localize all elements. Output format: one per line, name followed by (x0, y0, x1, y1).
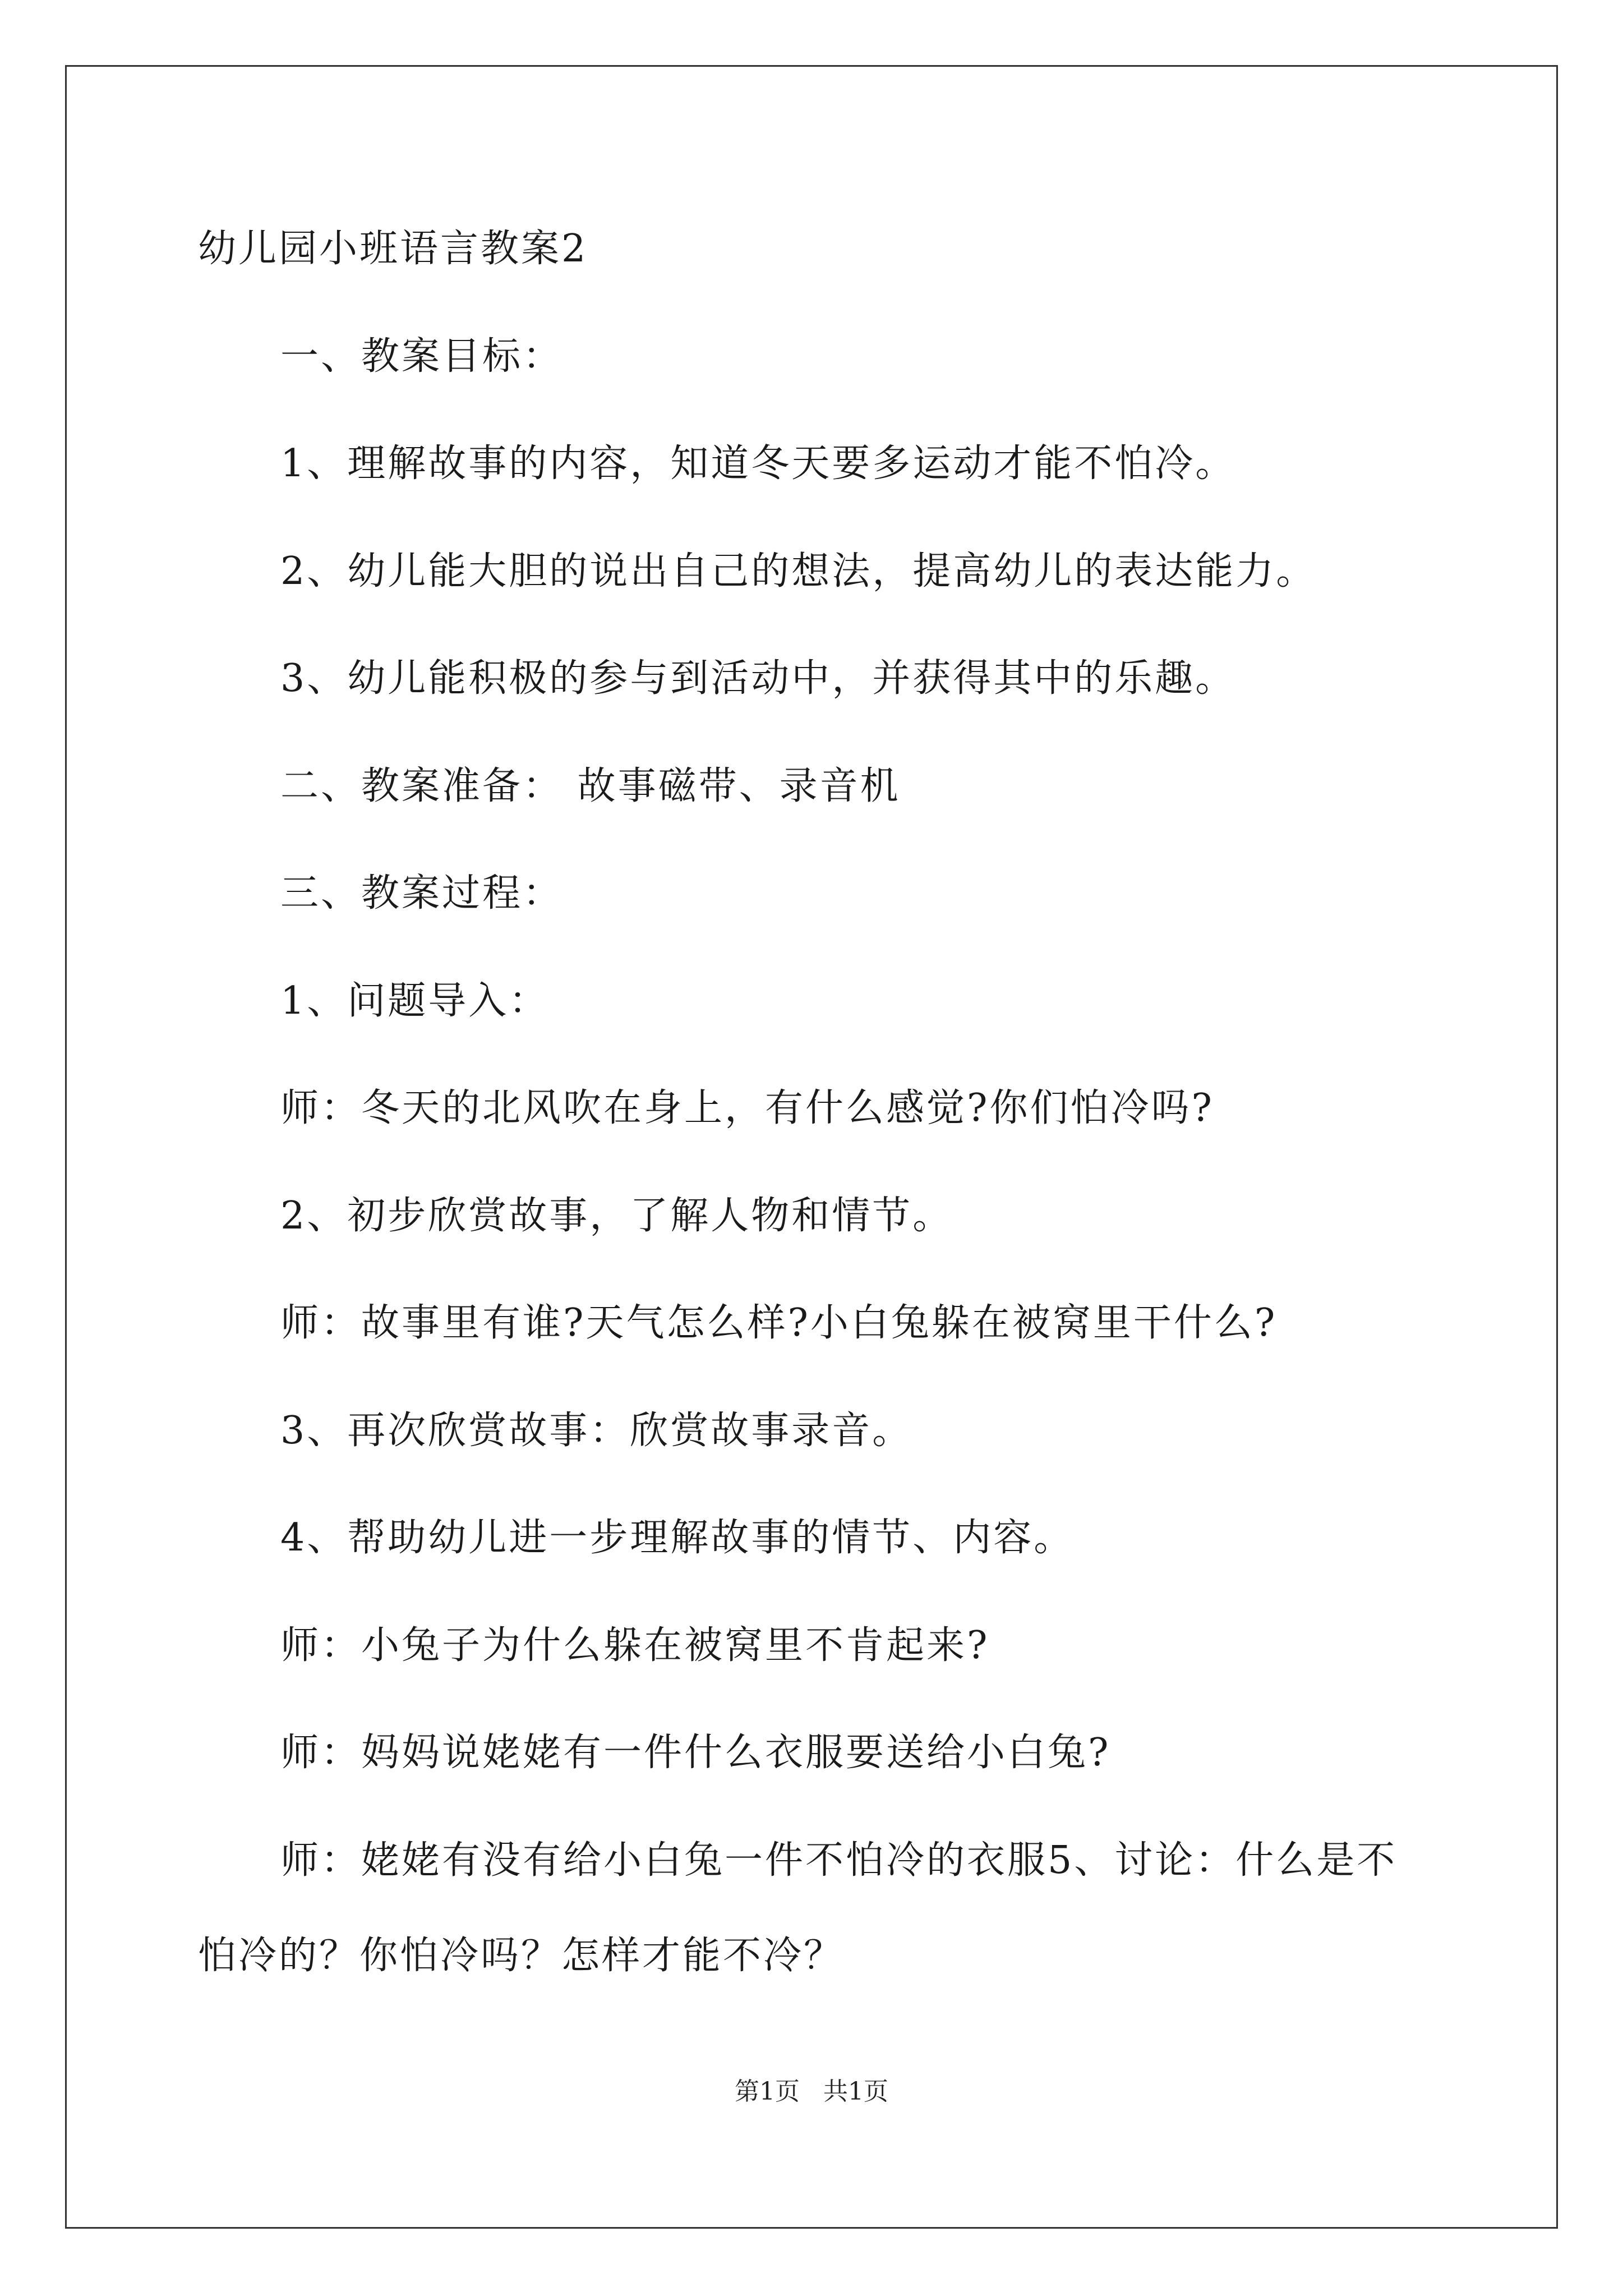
paragraph-teacher-q4: 师：妈妈说姥姥有一件什么衣服要送给小白兔? (280, 1731, 1111, 1775)
page-border (65, 65, 1558, 2229)
paragraph-teacher-q5: 师：姥姥有没有给小白兔一件不怕冷的衣服5、讨论：什么是不 (280, 1838, 1398, 1883)
paragraph-goal-1: 1、理解故事的内容，知道冬天要多运动才能不怕冷。 (280, 441, 1236, 486)
document-title: 幼儿园小班语言教案2 (198, 227, 588, 271)
paragraph-goal-2: 2、幼儿能大胆的说出自己的想法，提高幼儿的表达能力。 (280, 549, 1317, 593)
paragraph-step-4: 4、帮助幼儿进一步理解故事的情节、内容。 (280, 1516, 1075, 1560)
paragraph-teacher-q3: 师：小兔子为什么躲在被窝里不肯起来? (280, 1623, 990, 1668)
paragraph-step-1: 1、问题导入： (280, 979, 550, 1023)
paragraph-teacher-q5-continued: 怕冷的？你怕冷吗？怎样才能不冷？ (198, 1934, 845, 1978)
paragraph-step-3: 3、再次欣赏故事：欣赏故事录音。 (280, 1409, 913, 1453)
page-footer: 第1页 共1页 (735, 2077, 888, 2106)
paragraph-teacher-q2: 师：故事里有谁?天气怎么样?小白兔躲在被窝里干什么? (280, 1301, 1278, 1345)
section-heading-preparation: 二、教案准备： 故事磁带、录音机 (280, 764, 901, 808)
section-heading-process: 三、教案过程： (280, 871, 564, 915)
paragraph-teacher-q1: 师：冬天的北风吹在身上，有什么感觉?你们怕冷吗? (280, 1086, 1214, 1130)
paragraph-goal-3: 3、幼儿能积极的参与到活动中，并获得其中的乐趣。 (280, 656, 1236, 701)
paragraph-step-2: 2、初步欣赏故事，了解人物和情节。 (280, 1194, 953, 1238)
section-heading-goals: 一、教案目标： (280, 334, 564, 379)
